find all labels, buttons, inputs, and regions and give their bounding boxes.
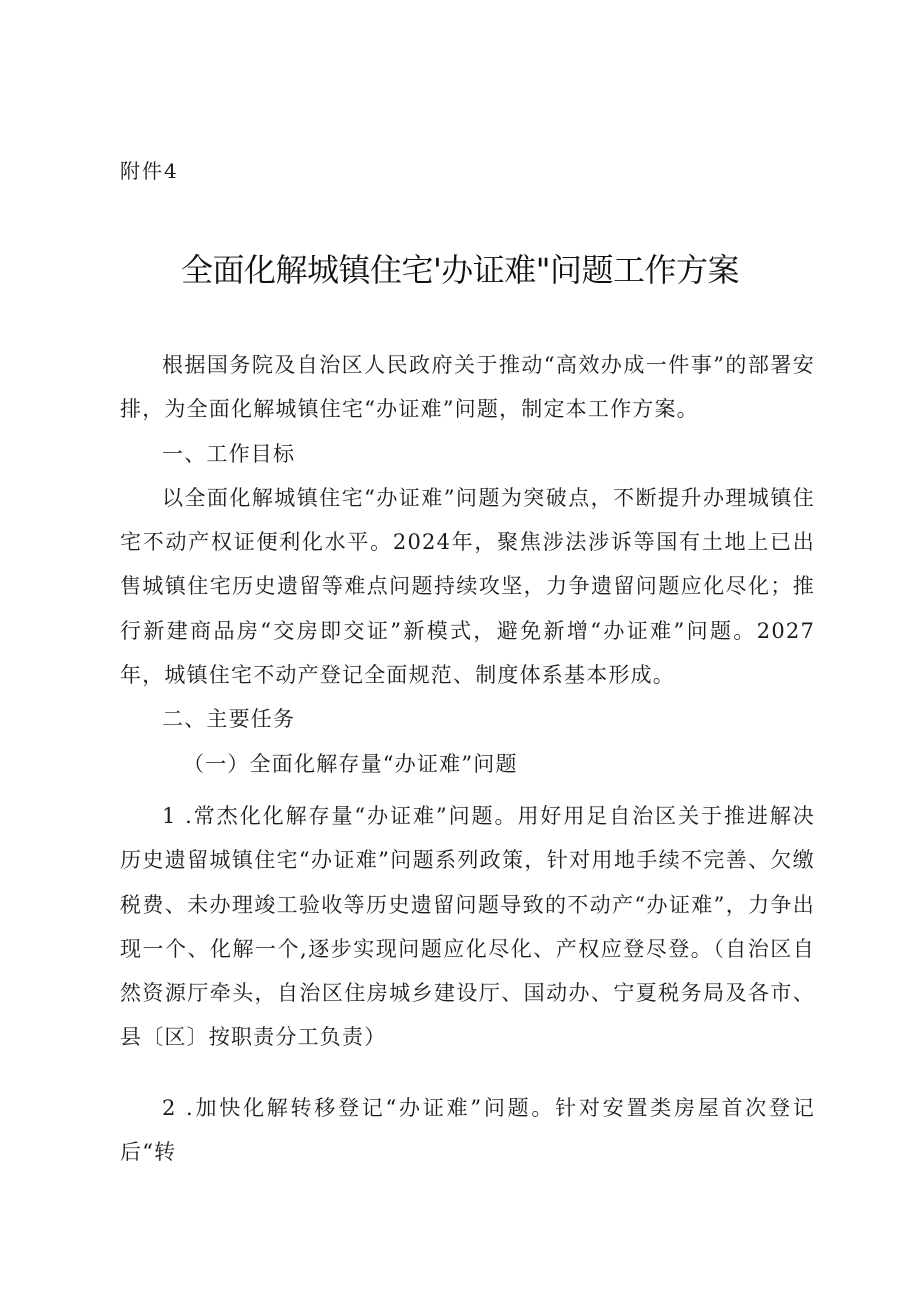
section-1-heading: 一、工作目标 (162, 441, 296, 466)
task-item-1: 1 .常杰化化解存量“办证难”问题。用好用足自治区关于推进解决历史遗留城镇住宅“办证难”问题系列政策，针对用地手续不完善、欠缴税费、未办理竣工验收等历史遗留问题导致的不动产“办证难”，力争出现一个、化解一个,逐步实现问题应化尽化、产权应登尽登。（自治区自然资源厅牵头，自治区住房城乡建设厅、国动办、宁夏税务局及各市、县〔区〕按职责分工负责） (120, 803, 815, 1050)
section-1-body: 以全面化解城镇住宅“办证难”问题为突破点，不断提升办理城镇住宅不动产权证便利化水平。2024年，聚焦涉法涉诉等国有土地上已出售城镇住宅历史遗留等难点问题持续攻坚，力争遗留问题应化尽化；推行新建商品房“交房即交证”新模式，避免新增“办证难”问题。2027年，城镇住宅不动产登记全面规范、制度体系基本形成。 (120, 485, 815, 688)
task-item-2: 2 .加快化解转移登记“办证难”问题。针对安置类房屋首次登记后“转 (120, 1095, 815, 1165)
document-title: 全面化解城镇住宅'办证难"问题工作方案 (180, 251, 740, 289)
subsection-1-heading: （一）全面化解存量“办证难”问题 (183, 751, 518, 776)
section-2-heading: 二、主要任务 (162, 707, 296, 732)
attachment-label: 附件4 (120, 159, 179, 183)
document-body (120, 343, 815, 1174)
intro-paragraph: 根据国务院及自治区人民政府关于推动“高效办成一件事”的部署安排，为全面化解城镇住宅“办证难”问题，制定本工作方案。 (120, 353, 815, 422)
